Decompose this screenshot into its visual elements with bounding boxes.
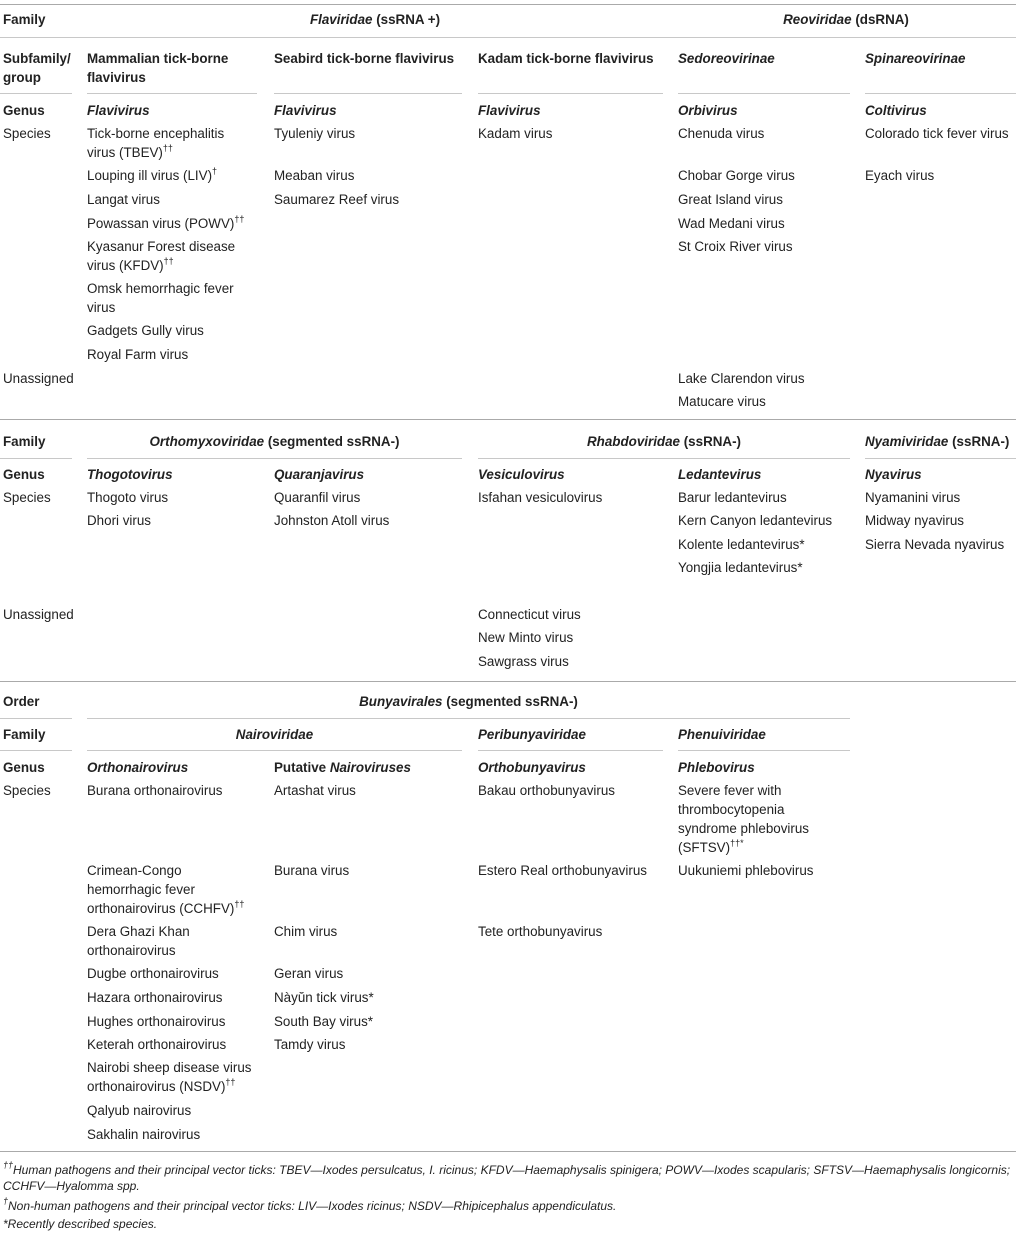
- rule: [0, 718, 72, 719]
- species-item: Kyasanur Forest disease: [87, 239, 236, 254]
- species-item: Burana virus: [274, 863, 350, 878]
- rule: [0, 37, 1016, 38]
- species-item: Thogoto virus: [87, 490, 169, 505]
- species-item: Dera Ghazi Khan: [87, 924, 190, 939]
- species-item: Midway nyavirus: [865, 513, 964, 528]
- species-item: Nairobi sheep disease virus: [87, 1060, 252, 1075]
- species-item: Tyuleniy virus: [274, 126, 356, 141]
- species-item: Isfahan vesiculovirus: [478, 490, 603, 505]
- rule: [274, 93, 462, 94]
- species-item: orthonairovirus (CCHFV)††: [87, 899, 245, 916]
- rule: [87, 93, 257, 94]
- s2-rhabdoviridae-header: Rhabdoviridae (ssRNA-): [586, 434, 742, 449]
- rule-bottom: [0, 1151, 1016, 1152]
- species-item: orthonairovirus (NSDV)††: [87, 1077, 236, 1094]
- species-item: Wad Medani virus: [678, 216, 785, 231]
- genus-orthonairovirus: Orthonairovirus: [87, 760, 189, 775]
- s1-unassigned-label: Unassigned: [3, 371, 74, 386]
- species-item: Lake Clarendon virus: [678, 371, 805, 386]
- group-kadam: Kadam tick-borne flavivirus: [478, 51, 654, 66]
- family-peribunyaviridae: Peribunyaviridae: [478, 727, 586, 742]
- footnote-human-pathogens: ††Human pathogens and their principal vector ticks: TBEV—Ixodes persulcatus, I. ricinus; KFDV—Haemaphysalis spinigera; POWV—Ixodes scapularis; SFTSV—Haemaphysalis longicornis; CCHFV—Hyalomma spp.: [3, 1160, 1011, 1193]
- genus-orbivirus: Orbivirus: [678, 103, 738, 118]
- species-item: New Minto virus: [478, 630, 574, 645]
- rule: [678, 93, 850, 94]
- species-item: Kolente ledantevirus*: [678, 537, 805, 552]
- rule: [0, 458, 72, 459]
- species-item: Meaban virus: [274, 168, 355, 183]
- s2-species-label: Species: [3, 490, 51, 505]
- species-item: Dhori virus: [87, 513, 151, 528]
- s3-order-label: Order: [3, 694, 40, 709]
- rule: [678, 750, 850, 751]
- genus-orthobunyavirus: Orthobunyavirus: [478, 760, 586, 775]
- rule: [478, 750, 663, 751]
- species-item: Langat virus: [87, 192, 160, 207]
- species-item: South Bay virus*: [274, 1014, 373, 1029]
- s3-family-label: Family: [3, 727, 46, 742]
- genus-phlebovirus: Phlebovirus: [678, 760, 755, 775]
- species-item: Kadam virus: [478, 126, 553, 141]
- genus-ledantevirus: Ledantevirus: [678, 467, 762, 482]
- s3-species-label: Species: [3, 783, 51, 798]
- s1-flaviridae-header: Flaviridae (ssRNA +): [309, 12, 441, 27]
- species-item: Great Island virus: [678, 192, 783, 207]
- species-item: thrombocytopenia: [678, 802, 785, 817]
- species-item: Johnston Atoll virus: [274, 513, 390, 528]
- genus-putative-nairoviruses: Putative Nairoviruses: [274, 760, 411, 775]
- s2-genus-label: Genus: [3, 467, 45, 482]
- genus-vesiculovirus: Vesiculovirus: [478, 467, 565, 482]
- rule: [87, 750, 462, 751]
- species-item: Tamdy virus: [274, 1037, 346, 1052]
- rule: [865, 458, 1016, 459]
- group-mammalian: flavivirus: [87, 70, 146, 85]
- rule-section: [0, 681, 1016, 682]
- s1-reoviridae-header: Reoviridae (dsRNA): [783, 12, 909, 27]
- s1-subfamily-label: group: [3, 70, 41, 85]
- species-item: Royal Farm virus: [87, 347, 189, 362]
- species-item: Powassan virus (POWV)††: [87, 214, 245, 231]
- s2-unassigned-label: Unassigned: [3, 607, 74, 622]
- rule: [478, 458, 850, 459]
- species-item: orthonairovirus: [87, 943, 176, 958]
- rule: [0, 750, 72, 751]
- rule: [865, 93, 1016, 94]
- species-item: Severe fever with: [678, 783, 782, 798]
- species-item: Uukuniemi phlebovirus: [678, 863, 814, 878]
- footnote-non-human-pathogens: †Non-human pathogens and their principal vector ticks: LIV—Ixodes ricinus; NSDV—Rhipicephalus appendiculatus.: [3, 1196, 617, 1213]
- s3-genus-label: Genus: [3, 760, 45, 775]
- rule: [0, 93, 72, 94]
- species-item: Omsk hemorrhagic fever: [87, 281, 234, 296]
- group-spinareovirinae: Spinareovirinae: [865, 51, 966, 66]
- genus-flavivirus: Flavivirus: [87, 103, 150, 118]
- family-nairoviridae: Nairoviridae: [235, 727, 314, 742]
- rule-section: [0, 419, 1016, 420]
- species-item: hemorrhagic fever: [87, 882, 195, 897]
- species-item: Saumarez Reef virus: [274, 192, 400, 207]
- group-seabird: Seabird tick-borne flavivirus: [274, 51, 455, 66]
- species-item: Quaranfil virus: [274, 490, 361, 505]
- species-item: Chenuda virus: [678, 126, 765, 141]
- species-item: Louping ill virus (LIV)†: [87, 166, 218, 183]
- species-item: Tick-borne encephalitis: [87, 126, 225, 141]
- genus-coltivirus: Coltivirus: [865, 103, 927, 118]
- rule: [87, 718, 850, 719]
- species-item: Hughes orthonairovirus: [87, 1014, 226, 1029]
- s1-species-label: Species: [3, 126, 51, 141]
- genus-thogotovirus: Thogotovirus: [87, 467, 173, 482]
- rule: [478, 93, 663, 94]
- species-item: (SFTSV)††*: [678, 838, 744, 855]
- species-item: Dugbe orthonairovirus: [87, 966, 219, 981]
- species-item: Colorado tick fever virus: [865, 126, 1009, 141]
- family-phenuiviridae: Phenuiviridae: [678, 727, 766, 742]
- species-item: syndrome phlebovirus: [678, 821, 809, 836]
- s1-genus-label: Genus: [3, 103, 45, 118]
- s3-bunyavirales-header: Bunyavirales (segmented ssRNA-): [359, 694, 578, 709]
- species-item: Qalyub nairovirus: [87, 1103, 192, 1118]
- species-item: Chim virus: [274, 924, 338, 939]
- species-item: Gadgets Gully virus: [87, 323, 204, 338]
- species-item: Sierra Nevada nyavirus: [865, 537, 1005, 552]
- s1-family-label: Family: [3, 12, 46, 27]
- species-item: Crimean-Congo: [87, 863, 182, 878]
- species-item: virus: [87, 300, 116, 315]
- species-item: Nàyŭn tick virus*: [274, 990, 374, 1005]
- species-item: Connecticut virus: [478, 607, 581, 622]
- genus-nyavirus: Nyavirus: [865, 467, 922, 482]
- species-item: Keterah orthonairovirus: [87, 1037, 227, 1052]
- species-item: Nyamanini virus: [865, 490, 961, 505]
- species-item: Kern Canyon ledantevirus: [678, 513, 833, 528]
- species-item: Burana orthonairovirus: [87, 783, 223, 798]
- group-mammalian: Mammalian tick-borne: [87, 51, 229, 66]
- species-item: Sakhalin nairovirus: [87, 1127, 201, 1142]
- s1-subfamily-label: Subfamily/: [3, 51, 71, 66]
- species-item: St Croix River virus: [678, 239, 793, 254]
- species-item: Matucare virus: [678, 394, 766, 409]
- s2-family-label: Family: [3, 434, 46, 449]
- species-item: virus (KFDV)††: [87, 256, 174, 273]
- species-item: Chobar Gorge virus: [678, 168, 795, 183]
- genus-flavivirus: Flavivirus: [274, 103, 337, 118]
- species-item: Bakau orthobunyavirus: [478, 783, 615, 798]
- species-item: Barur ledantevirus: [678, 490, 787, 505]
- genus-quaranjavirus: Quaranjavirus: [274, 467, 365, 482]
- footnote-recent-species: *Recently described species.: [3, 1217, 158, 1231]
- species-item: Sawgrass virus: [478, 654, 569, 669]
- species-item: Geran virus: [274, 966, 344, 981]
- s2-orthomyxoviridae-header: Orthomyxoviridae (segmented ssRNA-): [149, 434, 400, 449]
- species-item: Artashat virus: [274, 783, 356, 798]
- s2-nyamiviridae-header: Nyamiviridae (ssRNA-): [865, 434, 1010, 449]
- species-item: Estero Real orthobunyavirus: [478, 863, 647, 878]
- rule-top: [0, 4, 1016, 5]
- species-item: Yongjia ledantevirus*: [678, 560, 803, 575]
- species-item: Hazara orthonairovirus: [87, 990, 223, 1005]
- genus-flavivirus: Flavivirus: [478, 103, 541, 118]
- species-item: Tete orthobunyavirus: [478, 924, 603, 939]
- species-item: virus (TBEV)††: [87, 143, 173, 160]
- group-sedoreovirinae: Sedoreovirinae: [678, 51, 775, 66]
- species-item: Eyach virus: [865, 168, 935, 183]
- rule: [87, 458, 462, 459]
